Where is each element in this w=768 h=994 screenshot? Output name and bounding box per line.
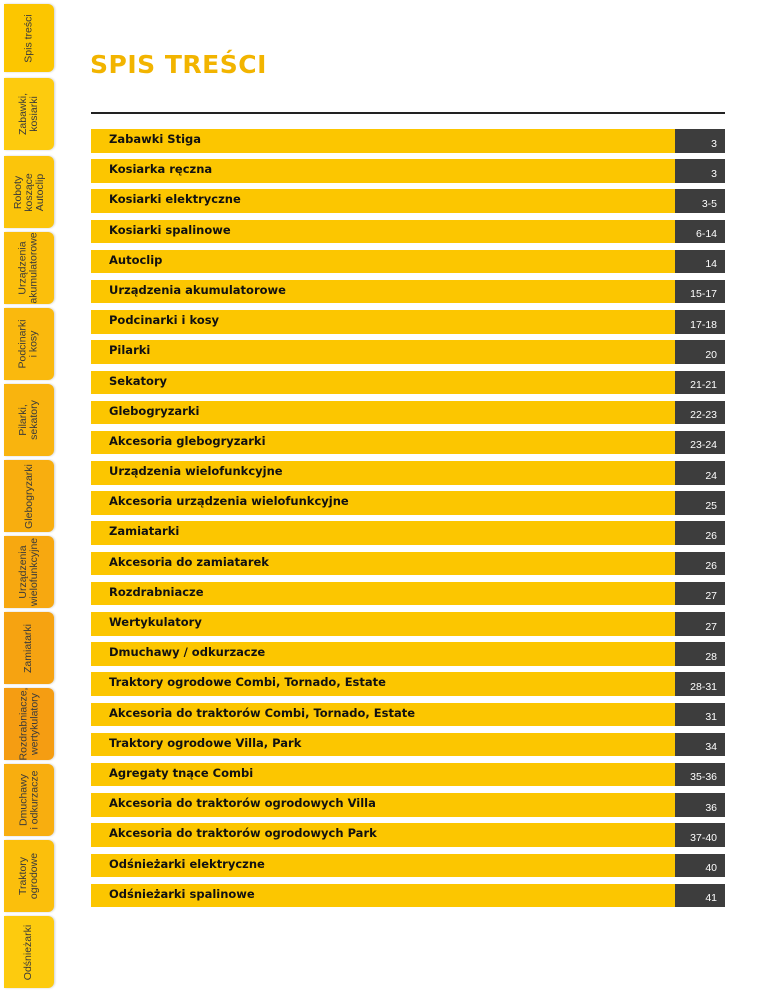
toc-page-number: 15-17	[675, 280, 725, 304]
toc-row[interactable]	[91, 159, 725, 183]
toc-row[interactable]	[91, 884, 725, 908]
toc-page-number: 21-21	[675, 371, 725, 395]
toc-page-number: 14	[675, 250, 725, 274]
toc-page-number: 3-5	[675, 189, 725, 213]
toc-page-number: 25	[675, 491, 725, 515]
toc-label: Traktory ogrodowe Villa, Park	[109, 735, 302, 750]
toc-page-number: 31	[675, 703, 725, 727]
toc-page-number: 37-40	[675, 823, 725, 847]
toc-row[interactable]	[91, 642, 725, 666]
toc-row[interactable]	[91, 401, 725, 425]
toc-row[interactable]	[91, 521, 725, 545]
tab-urzadzenia-wielofunkcyjne[interactable]	[4, 536, 54, 608]
tab-label: Zamiatarki	[22, 623, 35, 673]
toc-label: Akcesoria urządzenia wielofunkcyjne	[109, 494, 349, 509]
toc-page-number: 27	[675, 582, 725, 606]
toc-page-number: 34	[675, 733, 725, 757]
toc-row[interactable]	[91, 763, 725, 787]
toc-page-number: 22-23	[675, 401, 725, 425]
toc-page-number: 28	[675, 642, 725, 666]
tab-glebogryzarki[interactable]	[4, 460, 54, 532]
toc-page-number: 17-18	[675, 310, 725, 334]
toc-label: Traktory ogrodowe Combi, Tornado, Estate	[109, 675, 386, 690]
toc-label: Odśnieżarki spalinowe	[109, 886, 255, 901]
toc-page-number: 35-36	[675, 763, 725, 787]
toc-row[interactable]	[91, 189, 725, 213]
toc-row[interactable]	[91, 703, 725, 727]
toc-page-number: 40	[675, 854, 725, 878]
toc-page-number: 20	[675, 340, 725, 364]
tab-label: Roboty koszące Autoclip	[11, 172, 46, 212]
title-divider	[91, 112, 725, 114]
toc-page-number: 24	[675, 461, 725, 485]
toc-page-number: 28-31	[675, 672, 725, 696]
toc-label: Rozdrabniacze	[109, 584, 204, 599]
toc-row[interactable]	[91, 280, 725, 304]
tab-urzadzenia-akumulatorowe[interactable]	[4, 232, 54, 304]
toc-label: Akcesoria glebogryzarki	[109, 433, 266, 448]
toc-page-number: 27	[675, 612, 725, 636]
toc-page-number: 3	[675, 159, 725, 183]
tab-label: Dmuchawy i odkurzacze	[17, 770, 41, 830]
tab-odsniezarki[interactable]	[4, 916, 54, 988]
toc-row[interactable]	[91, 340, 725, 364]
toc-label: Zabawki Stiga	[109, 132, 202, 146]
tab-label: Glebogryzarki	[22, 463, 35, 529]
tab-label: Spis treści	[22, 13, 35, 63]
toc-label: Agregaty tnące Combi	[109, 765, 254, 780]
tab-label: Urządzenia wielofunkcyjne	[17, 537, 41, 607]
tab-spis-tresci[interactable]	[4, 4, 54, 72]
tab-podcinarki[interactable]	[4, 308, 54, 380]
toc-row[interactable]	[91, 793, 725, 817]
tab-zabawki-kosiarki[interactable]	[4, 78, 54, 150]
toc-page-number: 41	[675, 884, 725, 908]
toc-label: Wertykulatory	[109, 615, 202, 629]
toc-page-number: 36	[675, 793, 725, 817]
toc-page-number: 6-14	[675, 220, 725, 244]
tab-label: Podcinarki i kosy	[17, 319, 40, 369]
toc-row[interactable]	[91, 672, 725, 696]
toc-row[interactable]	[91, 371, 725, 395]
tab-label: Odśnieżarki	[22, 924, 35, 980]
tab-label: Traktory ogrodowe	[17, 852, 40, 900]
tab-dmuchawy[interactable]	[4, 764, 54, 836]
section-tabs	[0, 0, 56, 994]
toc-row[interactable]	[91, 823, 725, 847]
toc-label: Podcinarki i kosy	[109, 313, 220, 328]
toc-label: Autoclip	[109, 252, 163, 267]
toc-label: Zamiatarki	[109, 524, 180, 539]
tab-pilarki-sekatory[interactable]	[4, 384, 54, 456]
toc-row[interactable]	[91, 220, 725, 244]
toc-page-number: 26	[675, 521, 725, 545]
toc-row[interactable]	[91, 431, 725, 455]
toc-label: Sekatory	[109, 373, 168, 388]
toc-row[interactable]	[91, 310, 725, 334]
tab-zamiatarki[interactable]	[4, 612, 54, 684]
toc-label: Urządzenia akumulatorowe	[109, 282, 286, 297]
toc-label: Dmuchawy / odkurzacze	[109, 645, 266, 660]
table-of-contents	[91, 129, 725, 914]
toc-label: Kosiarki spalinowe	[109, 222, 231, 237]
toc-row[interactable]	[91, 854, 725, 878]
toc-row[interactable]	[91, 733, 725, 757]
tab-roboty-koszace[interactable]	[4, 156, 54, 228]
tab-label: Zabawki, kosiarki	[16, 92, 40, 136]
toc-row[interactable]	[91, 582, 725, 606]
tab-label: Rozdrabniacze, wertykulatory	[17, 687, 40, 761]
tab-label: Urządzenia akumulatorowe	[17, 232, 41, 304]
page-title: SPIS TREŚCI	[90, 50, 267, 79]
toc-page-number: 26	[675, 552, 725, 576]
toc-label: Akcesoria do traktorów ogrodowych Villa	[109, 796, 376, 811]
toc-page-number: 23-24	[675, 431, 725, 455]
toc-label: Akcesoria do zamiatarek	[109, 554, 269, 569]
toc-row[interactable]	[91, 612, 725, 636]
toc-label: Kosiarka ręczna	[109, 162, 213, 177]
toc-row[interactable]	[91, 491, 725, 515]
toc-row[interactable]	[91, 250, 725, 274]
toc-label: Odśnieżarki elektryczne	[109, 856, 265, 871]
toc-page-number: 3	[675, 129, 725, 153]
toc-label: Kosiarki elektryczne	[109, 192, 241, 207]
toc-label: Akcesoria do traktorów Combi, Tornado, Estate	[109, 705, 416, 720]
tab-rozdrabniacze[interactable]	[4, 688, 54, 760]
tab-label: Pilarki, sekatory	[17, 400, 40, 440]
toc-label: Urządzenia wielofunkcyjne	[109, 464, 283, 479]
toc-label: Glebogryzarki	[109, 403, 200, 418]
toc-row[interactable]	[91, 129, 725, 153]
toc-row[interactable]	[91, 552, 725, 576]
toc-label: Pilarki	[109, 343, 151, 358]
tab-traktory[interactable]	[4, 840, 54, 912]
toc-label: Akcesoria do traktorów ogrodowych Park	[109, 826, 377, 841]
toc-row[interactable]	[91, 461, 725, 485]
